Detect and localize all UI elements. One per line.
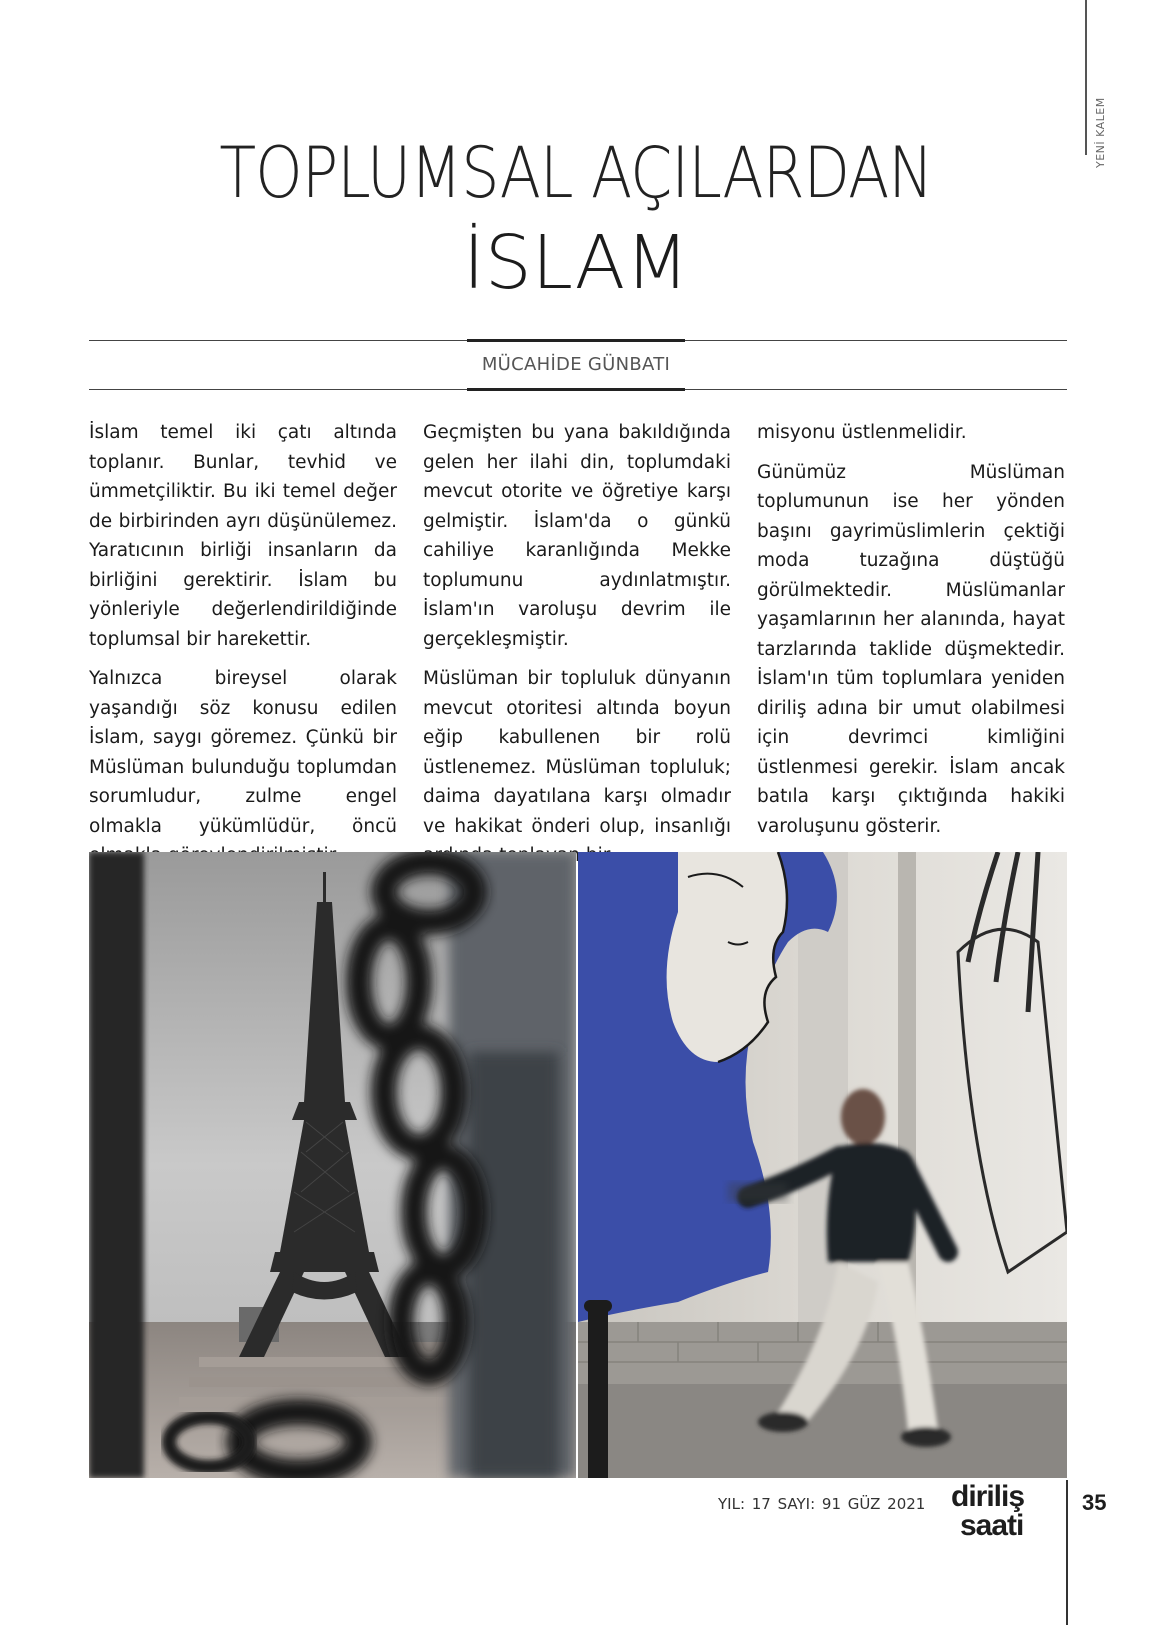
paragraph: Yalnızca bireysel olarak yaşandığı söz konusu edilen İslam, saygı göremez. Çünkü bir Müslüman bulunduğu toplumdan sorumludur, zulme engel olmakla yükümlüdür, öncü (89, 668, 397, 837)
mural-illustration (578, 852, 1067, 1478)
section-tag: YENİ KALEM (1094, 97, 1107, 168)
author-name: MÜCAHİDE GÜNBATI (481, 354, 671, 375)
magazine-logo (951, 1480, 1041, 1542)
side-rule (1085, 0, 1087, 155)
text-column-3 (757, 418, 1065, 851)
article-title-line2: İSLAM (462, 220, 690, 306)
eiffel-tower-illustration (89, 852, 576, 1478)
paragraph: Müslüman bir topluluk dünyanın mevcut otoritesi altında boyun eğip kabullenen bir rolü üstlenemez. Müslüman topluluk; daima dayatılana karşı olmadır ve hakikat önderi olup, insanlığı (423, 668, 731, 837)
article-title-line1: TOPLUMSAL AÇILARDAN (219, 132, 933, 214)
photo-mural-walking-man (578, 852, 1067, 1478)
photo-eiffel-tower-chain (89, 852, 576, 1478)
logo-line2: saati (960, 1508, 1024, 1542)
divider-bottom-accent (467, 388, 685, 391)
text-column-1 (89, 418, 397, 881)
footer-rule (1066, 1480, 1068, 1625)
paragraph: misyonu üstlenmelidir. (757, 422, 967, 443)
page-number: 35 (1082, 1490, 1107, 1515)
text-column-2 (423, 418, 731, 881)
divider-top-accent (467, 339, 685, 342)
logo-line1: diriliş (951, 1480, 1025, 1513)
paragraph: Günümüz Müslüman toplumunun ise her yönden başını gayrimüslimlerin çektiği moda tuzağına düştüğü görülmektedir. Müslümanlar yaşamlarının her alanında, hayat tarzlarında taklide düşmektedir. İslam'ın tüm toplumlara yeniden diriliş adına bir umut olabilmesi için devrimci kimliğini üstlenmesi gerekir. İslam ancak batıla karşı çıktığında hakiki varoluşunu gösterir. (757, 461, 1065, 837)
paragraph: İslam temel iki çatı altında toplanır. Bunlar, tevhid ve ümmetçiliktir. Bu iki temel değer de birbirinden ayrı düşünülemez. Yaratıcının birliği insanların da birliğini gerektirir. İslam bu yönleriyle değerlendirildiğinde toplumsal bir harekettir. (89, 422, 397, 650)
paragraph: Geçmişten bu yana bakıldığında gelen her ilahi din, toplumdaki mevcut otorite ve öğretiye karşı gelmiştir. İslam'da o günkü cahiliye karanlığında Mekke toplumunu aydınlatmıştır. İslam'ın varoluşu devrim ile gerçekleşmiştir. (423, 422, 731, 650)
issue-info: YIL: 17 SAYI: 91 GÜZ 2021 (718, 1495, 926, 1513)
